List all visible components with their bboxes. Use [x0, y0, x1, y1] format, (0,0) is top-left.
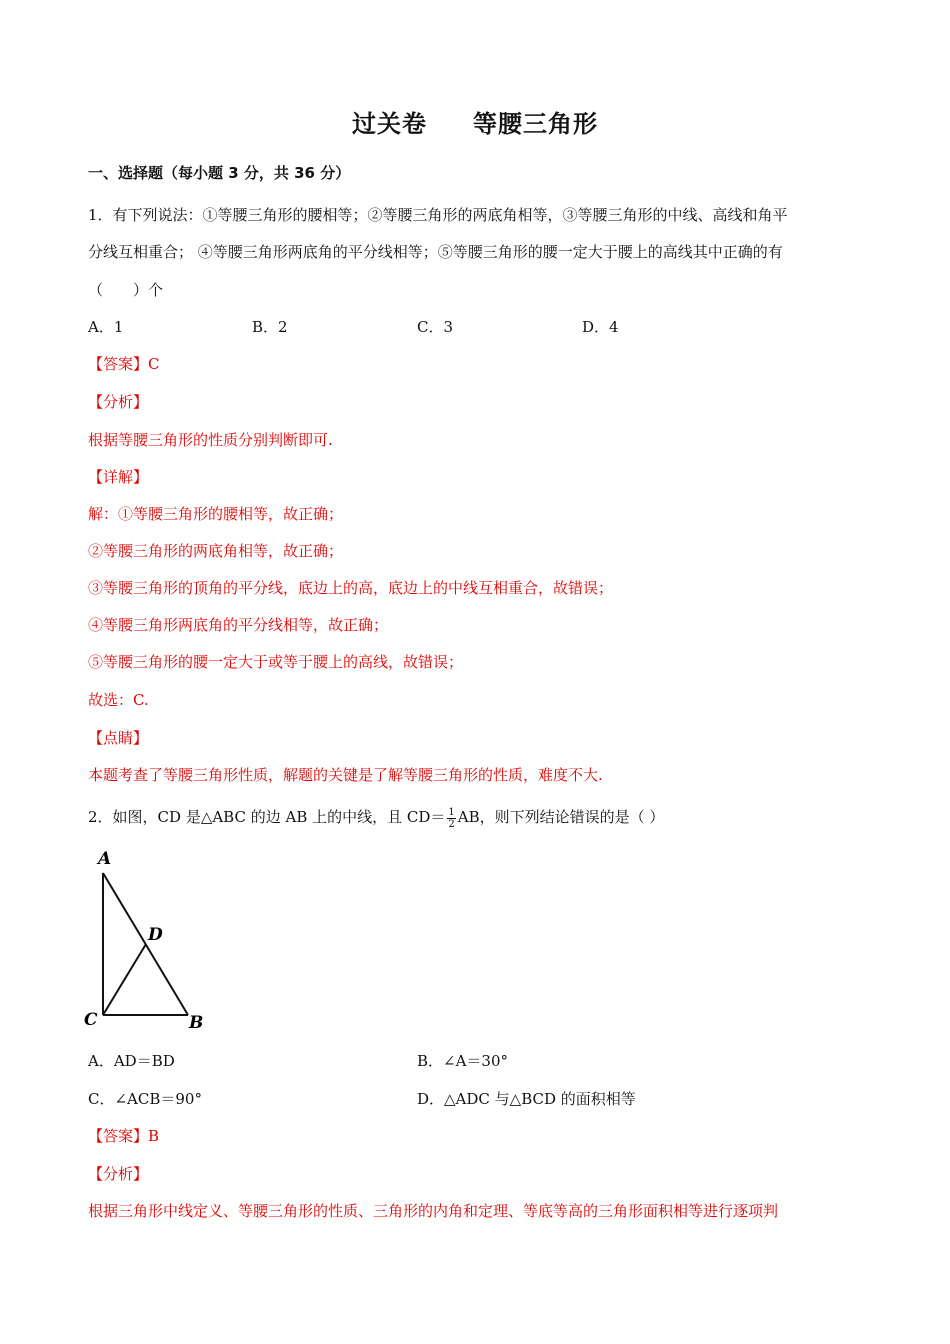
page-title: [0, 104, 950, 139]
q1-comment-text: 本题考查了等腰三角形性质，解题的关键是了解等腰三角形的性质，难度不大.: [88, 766, 603, 784]
title-part-1: 过关卷: [352, 110, 427, 138]
q2-analysis-text: 根据三角形中线定义、等腰三角形的性质、三角形的内角和定理、等底等高的三角形面积相等进行逐项判: [88, 1202, 779, 1220]
q1-answer: 【答案】C: [88, 355, 160, 373]
q1-detail-line-6: 故选：C.: [88, 691, 149, 709]
q2-option-c: C．∠ACB＝90°: [88, 1090, 202, 1108]
vertex-label-b: B: [189, 1013, 204, 1033]
q2-option-d: D．△ADC 与△BCD 的面积相等: [417, 1090, 636, 1108]
q1-detail-line-5: ⑤等腰三角形的腰一定大于或等于腰上的高线，故错误；: [88, 653, 464, 671]
vertex-label-a: A: [98, 849, 112, 869]
q1-option-d: D．4: [582, 318, 619, 336]
segment-cd: [103, 944, 146, 1015]
section-heading: 一、选择题（每小题 3 分，共 36 分）: [88, 164, 351, 182]
q1-detail-line-4: ④等腰三角形两底角的平分线相等，故正确；: [88, 616, 389, 634]
q1-stem-line-3: （ ）个: [88, 281, 164, 299]
q1-detail-line-1: 解：①等腰三角形的腰相等，故正确；: [88, 505, 344, 523]
q1-option-a: A．1: [88, 318, 124, 336]
q1-stem-line-1: 1．有下列说法：①等腰三角形的腰相等；②等腰三角形的两底角相等，③等腰三角形的中线、高线和角平: [88, 206, 788, 224]
q2-fraction: [447, 807, 455, 830]
q1-option-b: B．2: [252, 318, 288, 336]
q2-option-a: A．AD＝BD: [88, 1052, 175, 1070]
triangle-figure: [78, 845, 218, 1035]
q1-detail-label: 【详解】: [88, 468, 149, 486]
q2-stem: [88, 806, 664, 830]
q2-analysis-label: 【分析】: [88, 1165, 149, 1183]
title-part-2: 等腰三角形: [473, 110, 598, 138]
q2-stem-before: 2．如图，CD 是△ABC 的边 AB 上的中线，且 CD＝: [88, 808, 446, 826]
q1-analysis-label: 【分析】: [88, 393, 149, 411]
q1-detail-line-2: ②等腰三角形的两底角相等，故正确；: [88, 542, 344, 560]
vertex-label-d: D: [148, 925, 163, 945]
q2-answer: 【答案】B: [88, 1127, 160, 1145]
q2-fraction-denominator: 2: [448, 818, 455, 830]
q1-detail-line-3: ③等腰三角形的顶角的平分线，底边上的高，底边上的中线互相重合，故错误；: [88, 579, 614, 597]
vertex-label-c: C: [84, 1010, 98, 1030]
q1-stem-line-2: 分线互相重合； ④等腰三角形两底角的平分线相等；⑤等腰三角形的腰一定大于腰上的高线其中正确的有: [88, 243, 783, 261]
q1-comment-label: 【点睛】: [88, 729, 149, 747]
q2-stem-after: AB，则下列结论错误的是（ ）: [457, 808, 665, 826]
q2-option-b: B．∠A＝30°: [417, 1052, 509, 1070]
q1-option-c: C．3: [417, 318, 454, 336]
q1-analysis-text: 根据等腰三角形的性质分别判断即可.: [88, 431, 333, 449]
q2-fraction-numerator: 1: [448, 806, 455, 818]
